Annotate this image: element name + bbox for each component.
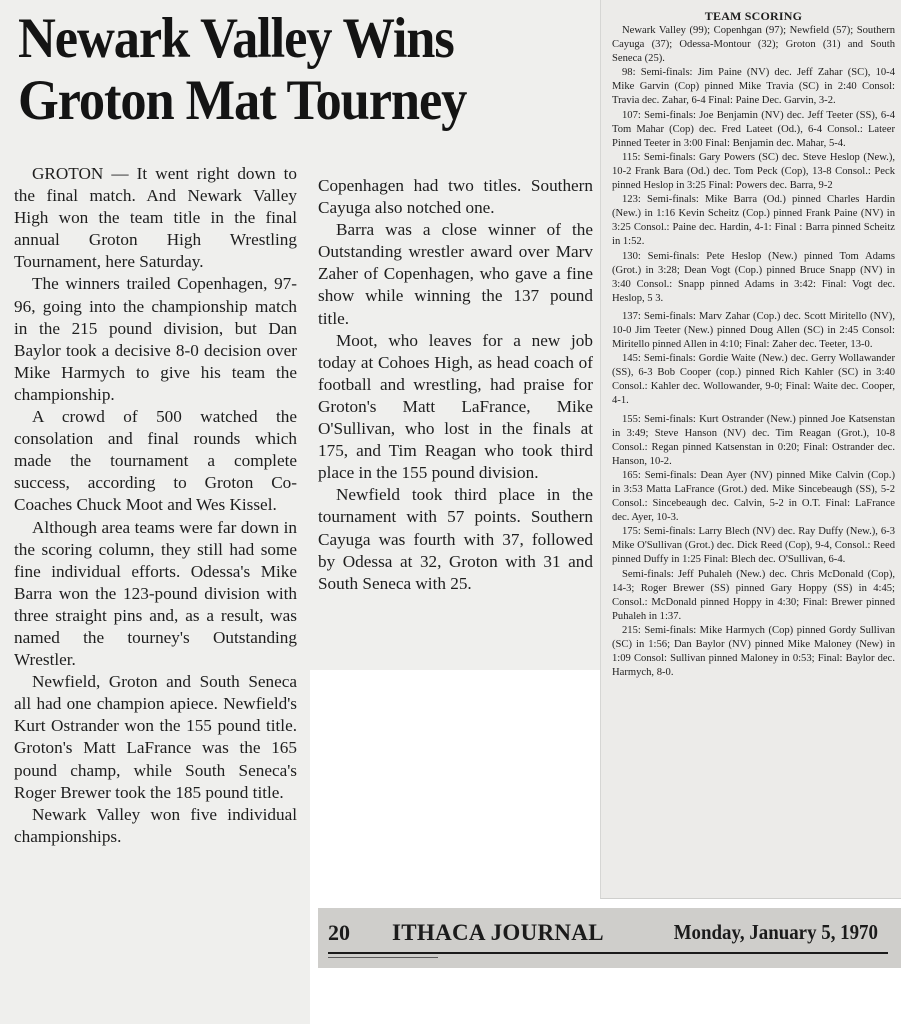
article-paragraph: Newfield took third place in the tournament with 57 points. Southern Cayuga was fourth with 37, followed by Odessa at 32, Groton with 31 and South Seneca with 25. [318, 485, 593, 593]
team-scoring-summary: Newark Valley (99); Copenhgan (97); Newfield (57); Southern Cayuga (37); Odessa-Montour (32); Groton (31) and South Seneca (25). [612, 25, 895, 65]
publication-date: Monday, January 5, 1970 [673, 920, 878, 944]
article-paragraph: GROTON — It went right down to the final match. And Newark Valley High won the team title in the final annual Groton High Wrestling Tournament, here Saturday. [14, 164, 297, 272]
division-result-130: 130: Semi-finals: Pete Heslop (New.) pinned Tom Adams (Grot.) in 3:28; Dean Vogt (Cop.) pinned Bruce Snapp (NV) in 3:40 Consol.: Snapp pinned Adams in 3:42: Final: Vogt dec. Heslop, 5 3. [612, 250, 895, 304]
article-paragraph: Moot, who leaves for a new job today at Cohoes High, as head coach of football and wrestling, had praise for Groton's Matt LaFrance, Mike O'Sullivan, who lost in the finals at 175, and Tim Reagan who took third place in the 155 pound division. [318, 330, 593, 483]
newspaper-name: ITHACA JOURNAL [392, 920, 604, 945]
division-result-123: 123: Semi-finals: Mike Barra (Od.) pinned Charles Hardin (New.) in 1:16 Kevin Scheitz (Cop.) pinned Frank Paine (NV) in 3:25 Consol.: Paine dec. Hardin, 4-1: Final : Barra pinned Scheitz in 1:52. [612, 194, 895, 248]
article-paragraph: Copenhagen had two titles. Southern Cayuga also notched one. [318, 176, 593, 218]
masthead-subrule [328, 957, 438, 958]
division-result-165: 165: Semi-finals: Dean Ayer (NV) pinned Mike Calvin (Cop.) in 3:53 Matta LaFrance (Grot.) ded. Mike Sincebeaugh (SS), 5-2 Consol.: Sincebeaugh dec. Calvin, 5-2 in O.T. Final: LaFrance dec. Ayer, 10-3. [612, 469, 895, 524]
headline-line-2: Groton Mat Tourney [18, 69, 467, 132]
newspaper-masthead [328, 920, 888, 960]
article-paragraph: A crowd of 500 watched the consolation and final rounds which made the tournament a complete success, according to Groton Co-Coaches Chuck Moot and Wes Kissel. [14, 407, 297, 515]
division-result-215: 215: Semi-finals: Mike Harmych (Cop) pinned Gordy Sullivan (SC) in 1:56; Dan Baylor (NV) pinned Mike Maloney (New) in 1:09 Consol: Sullivan pinned Maloney in 0:53; Final: Baylor dec. Harmych, 8-0. [612, 624, 895, 679]
article-paragraph: Although area teams were far down in the scoring column, they still had some fine individual efforts. Odessa's Mike Barra won the 123-pound division with three straight pins and, as a result, was named the tourney's Outstanding Wrestler. [14, 517, 297, 670]
headline-line-1: Newark Valley Wins [18, 7, 454, 70]
article-paragraph: The winners trailed Copenhagen, 97-96, going into the championship match in the 215 pound division, but Dan Baylor took a decisive 8-0 decision over Mike Harmych to give his team the championship. [14, 274, 297, 404]
division-result-115: 115: Semi-finals: Gary Powers (SC) dec. Steve Heslop (New.), 10-2 Frank Bara (Od.) dec. Tom Peck (Cop), 13-8 Consol.: Peck pinned Heslop in 3:25 Final: Powers dec. Barra, 9-2 [612, 151, 895, 192]
division-result-185: Semi-finals: Jeff Puhaleh (New.) dec. Chris McDonald (Cop), 14-3; Roger Brewer (SS) pinned Gary Hoppy (SS) in 4:45; Consol.: McDonald pinned Hoppy in 4:30; Final: Brewer pinned Puhaleh in 1:37. [612, 568, 895, 622]
division-result-107: 107: Semi-finals: Joe Benjamin (NV) dec. Jeff Teeter (SS), 6-4 Tom Mahar (Cop) dec. Fred Lateet (Od.), 6-4 Consol.: Lateer Pinned Teeter in 3:00 Final: Benjamin dec. Mahar, 5-4. [612, 109, 895, 149]
team-scoring-box [612, 8, 895, 680]
team-scoring-title: TEAM SCORING [704, 9, 803, 23]
article-left-column [14, 163, 297, 848]
headline [18, 8, 552, 132]
division-result-175: 175: Semi-finals: Larry Blech (NV) dec. Ray Duffy (New.), 6-3 Mike O'Sullivan (Grot.) dec. Dick Reed (Cop), 9-4, Consol.: Reed pinned Duffy in 1:25 Final: Blech dec. O'Sullivan, 6-4. [612, 526, 895, 566]
article-paragraph: Barra was a close winner of the Outstanding wrestler award over Marv Zaher of Copenhagen, who gave a fine show while winning the 137 pound title. [318, 220, 593, 328]
division-result-155: 155: Semi-finals: Kurt Ostrander (New.) pinned Joe Katsenstan in 3:49; Steve Hanson (NV) dec. Tim Reagan (Grot.), 10-8 Consol.: Regan pinned Katsenstan in 0:20; Final: Ostrander dec. Hanson, 10-2. [612, 413, 895, 467]
article-paragraph: Newark Valley won five individual championships. [14, 804, 297, 846]
division-result-145: 145: Semi-finals: Gordie Waite (New.) dec. Gerry Wollawander (SS), 6-3 Bob Cooper (cop.) pinned Rich Kahler (SC) in 3:40 Consol.: Kahler dec. Wollowander, 9-0; Final: Waite dec. Cooper, 4-1. [612, 353, 895, 407]
article-paragraph: Newfield, Groton and South Seneca all had one champion apiece. Newfield's Kurt Ostrander won the 155 pound title. Groton's Matt LaFrance was the 165 pound champ, while South Seneca's Roger Brewer took the 185 pound title. [14, 672, 297, 802]
article-middle-column [318, 175, 593, 595]
division-result-137: 137: Semi-finals: Marv Zahar (Cop.) dec. Scott Miritello (NV), 10-0 Jim Teeter (New.) pinned Doug Allen (SC) in 2:45 Consol: Miritello pinned Allen in 4:10; Final: Zaher dec. Teeter, 13-0. [612, 310, 895, 351]
page-number: 20 [328, 920, 350, 945]
masthead-rule [328, 952, 888, 954]
division-result-98: 98: Semi-finals: Jim Paine (NV) dec. Jeff Zahar (SC), 10-4 Mike Garvin (Cop) pinned Mike Travia (SC) in 2:40 Consol: Travia dec. Zahar, 6-4 Final: Paine Dec. Garvin, 3-2. [612, 67, 895, 107]
